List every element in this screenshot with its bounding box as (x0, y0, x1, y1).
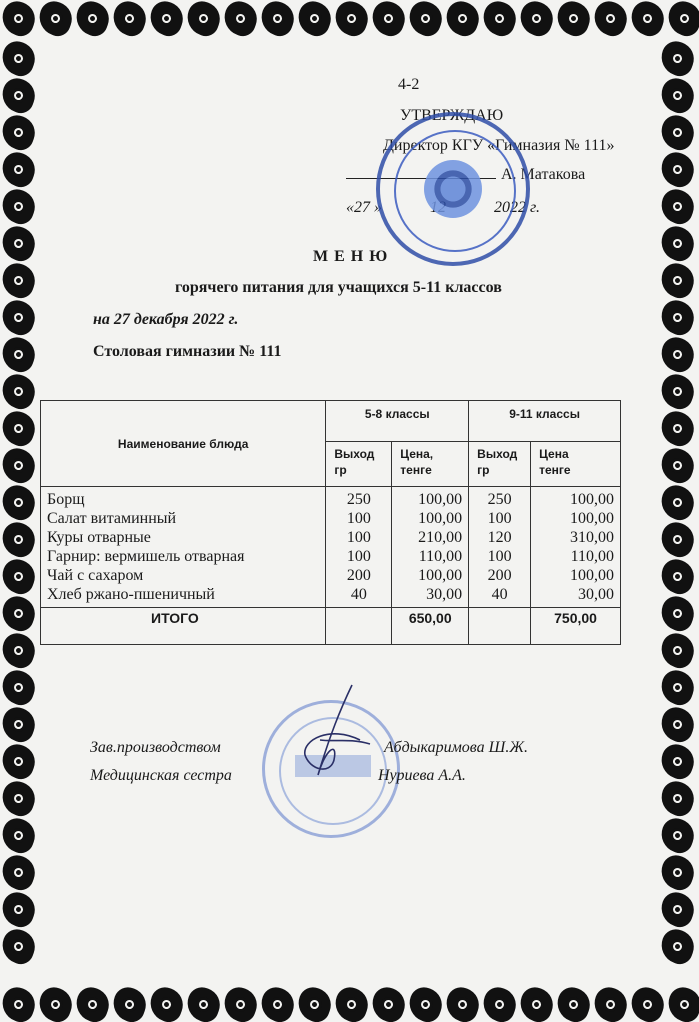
header-yield-1: Выход гр (326, 442, 392, 487)
border-flower-icon (656, 444, 698, 486)
border-flower-icon (656, 740, 698, 782)
border-flower-icon (0, 0, 40, 40)
border-flower-icon (0, 703, 40, 745)
date-day: «27 » (346, 199, 382, 216)
dish-list (41, 487, 326, 608)
border-flower-icon (656, 185, 698, 227)
director-name: А. Матакова (501, 166, 586, 183)
yield-list-9-11: 250 100 120 100 200 40 (469, 487, 531, 608)
border-flower-icon (0, 148, 40, 190)
border-flower-icon (367, 0, 409, 40)
border-flower-icon (293, 983, 335, 1022)
border-flower-icon (0, 333, 40, 375)
border-flower-icon (0, 37, 40, 79)
border-flower-icon (656, 814, 698, 856)
price-list-5-8: 100,00 100,00 210,00 110,00 100,00 30,00 (392, 487, 469, 608)
border-flower-icon (0, 370, 40, 412)
yield-list-5-8: 250 100 100 100 200 40 (326, 487, 392, 608)
border-flower-icon (108, 0, 150, 40)
border-flower-icon (626, 0, 668, 40)
border-flower-icon (478, 0, 520, 40)
border-flower-icon (182, 0, 224, 40)
border-flower-icon (656, 481, 698, 523)
state-emblem-icon (424, 160, 482, 218)
border-flower-icon (0, 222, 40, 264)
role-production-head: Зав.производством (90, 739, 221, 756)
border-flower-icon (515, 0, 557, 40)
border-flower-icon (0, 814, 40, 856)
doc-number: 4-2 (398, 76, 420, 93)
border-flower-icon (330, 983, 372, 1022)
border-flower-icon (663, 0, 699, 40)
total-price-2: 750,00 (531, 608, 621, 645)
border-flower-icon (0, 259, 40, 301)
border-flower-icon (71, 983, 113, 1022)
header-price-2: Цена тенге (531, 442, 621, 487)
border-flower-icon (656, 666, 698, 708)
dish-name: Борщ (47, 491, 85, 508)
border-flower-icon (0, 74, 40, 116)
dish-name: Чай с сахаром (47, 567, 144, 584)
border-flower-icon (145, 0, 187, 40)
decorative-border-right (659, 40, 699, 986)
price-list-9-11: 100,00 100,00 310,00 110,00 100,00 30,00 (531, 487, 621, 608)
official-stamp (376, 112, 530, 266)
border-flower-icon (0, 629, 40, 671)
border-flower-icon (656, 74, 698, 116)
border-flower-icon (182, 983, 224, 1022)
border-flower-icon (656, 629, 698, 671)
border-flower-icon (441, 983, 483, 1022)
border-flower-icon (656, 222, 698, 264)
border-flower-icon (589, 0, 631, 40)
menu-title: М Е Н Ю (313, 248, 389, 265)
date-year: 2022 г. (494, 199, 541, 216)
border-flower-icon (0, 185, 40, 227)
approve-label: УТВЕРЖДАЮ (400, 107, 504, 124)
border-flower-icon (0, 851, 40, 893)
border-flower-icon (0, 407, 40, 449)
border-flower-icon (108, 983, 150, 1022)
border-flower-icon (256, 983, 298, 1022)
border-flower-icon (656, 851, 698, 893)
director-title: Директор КГУ «Гимназия № 111» (383, 137, 615, 154)
border-flower-icon (330, 0, 372, 40)
border-flower-icon (0, 555, 40, 597)
border-flower-icon (656, 370, 698, 412)
canteen-name: Столовая гимназии № 111 (93, 343, 282, 360)
border-flower-icon (0, 444, 40, 486)
dish-name: Хлеб ржано-пшеничный (47, 586, 215, 603)
total-yield-1 (326, 608, 392, 645)
total-yield-2 (469, 608, 531, 645)
border-flower-icon (293, 0, 335, 40)
decorative-border-left (0, 40, 38, 986)
name-production-head: Абдыкаримова Ш.Ж. (384, 739, 528, 756)
header-price-1: Цена, тенге (392, 442, 469, 487)
handwritten-signature (290, 680, 380, 790)
dish-name: Гарнир: вермишель отварная (47, 548, 245, 565)
menu-date: на 27 декабря 2022 г. (93, 311, 239, 328)
border-flower-icon (656, 407, 698, 449)
border-flower-icon (219, 983, 261, 1022)
border-flower-icon (0, 666, 40, 708)
border-flower-icon (0, 518, 40, 560)
border-flower-icon (515, 983, 557, 1022)
border-flower-icon (404, 983, 446, 1022)
decorative-border-bottom (0, 986, 699, 1022)
header-dish-name: Наименование блюда (41, 401, 326, 487)
border-flower-icon (0, 740, 40, 782)
border-flower-icon (478, 983, 520, 1022)
border-flower-icon (441, 0, 483, 40)
dish-name: Куры отварные (47, 529, 151, 546)
border-flower-icon (656, 333, 698, 375)
border-flower-icon (0, 111, 40, 153)
border-flower-icon (656, 777, 698, 819)
border-flower-icon (367, 983, 409, 1022)
border-flower-icon (656, 111, 698, 153)
border-flower-icon (145, 983, 187, 1022)
border-flower-icon (0, 777, 40, 819)
decorative-border-top (0, 0, 699, 40)
border-flower-icon (663, 983, 699, 1022)
border-flower-icon (656, 518, 698, 560)
border-flower-icon (0, 481, 40, 523)
border-flower-icon (656, 888, 698, 930)
border-flower-icon (656, 925, 698, 967)
border-flower-icon (656, 703, 698, 745)
border-flower-icon (0, 983, 40, 1022)
border-flower-icon (552, 983, 594, 1022)
border-flower-icon (0, 592, 40, 634)
border-flower-icon (656, 592, 698, 634)
border-flower-icon (256, 0, 298, 40)
total-price-1: 650,00 (392, 608, 469, 645)
menu-table (40, 400, 621, 645)
border-flower-icon (0, 888, 40, 930)
name-nurse: Нуриева А.А. (378, 767, 466, 784)
border-flower-icon (404, 0, 446, 40)
border-flower-icon (34, 983, 76, 1022)
header-yield-2: Выход гр (469, 442, 531, 487)
border-flower-icon (656, 37, 698, 79)
total-label: ИТОГО (41, 608, 326, 645)
border-flower-icon (656, 259, 698, 301)
role-nurse: Медицинская сестра (90, 767, 232, 784)
border-flower-icon (71, 0, 113, 40)
border-flower-icon (219, 0, 261, 40)
dish-name: Салат витаминный (47, 510, 177, 527)
border-flower-icon (552, 0, 594, 40)
header-group-5-8: 5-8 классы (326, 401, 469, 442)
border-flower-icon (0, 296, 40, 338)
border-flower-icon (34, 0, 76, 40)
border-flower-icon (656, 296, 698, 338)
border-flower-icon (656, 148, 698, 190)
header-group-9-11: 9-11 классы (469, 401, 621, 442)
border-flower-icon (626, 983, 668, 1022)
menu-subtitle: горячего питания для учащихся 5-11 классов (175, 279, 502, 296)
border-flower-icon (589, 983, 631, 1022)
border-flower-icon (0, 925, 40, 967)
border-flower-icon (656, 555, 698, 597)
